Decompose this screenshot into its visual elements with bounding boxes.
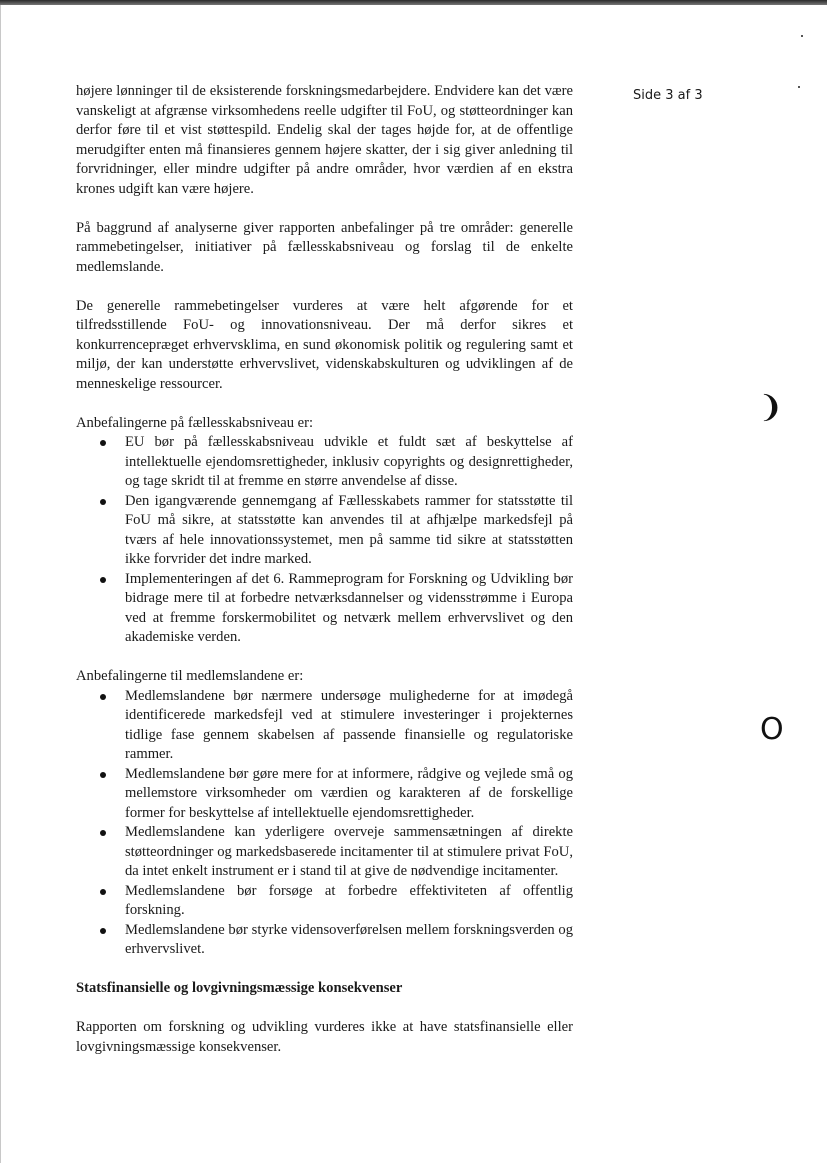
bullet-icon	[100, 889, 106, 895]
list-item: Medlemslandene bør nærmere undersøge mulighederne for at imødegå identificerede markedsfejl ved at stimulere investeringer i projekternes tidlige fase gennem skabelsen af passende finansielle og regulatoriske rammer.	[76, 687, 573, 765]
list-item: Medlemslandene kan yderligere overveje sammensætningen af direkte støtteordninger og markedsbaserede incitamenter til at stimulere privat FoU, da intet enkelt instrument er i stand til at give de nødvendige incitamenter.	[76, 823, 573, 882]
list-item: Medlemslandene bør gøre mere for at informere, rådgive og vejlede små og mellemstore virksomheder om værdien og karakteren af de forskellige former for beskyttelse af intellektuelle ejendomsrettigheder.	[76, 765, 573, 824]
list-item: Medlemslandene bør forsøge at forbedre effektiviteten af offentlig forskning.	[76, 882, 573, 921]
bullet-icon	[100, 440, 106, 446]
bullet-icon	[100, 928, 106, 934]
scan-top-border	[0, 0, 827, 5]
member-recommendations-intro: Anbefalingerne til medlemslandene er:	[76, 668, 304, 684]
scan-speck	[798, 86, 800, 88]
list-item: Implementeringen af det 6. Rammeprogram for Forskning og Udvikling bør bidrage mere til at forbedre netværksdannelser og vidensstrømme i Europa ved at fremme forskermobilitet og netværk mellem erhvervslivet og den akademiske verden.	[76, 570, 573, 648]
community-recommendations-intro: Anbefalingerne på fællesskabsniveau er:	[76, 414, 314, 431]
page-number: Side 3 af 3	[633, 88, 703, 103]
document-body	[76, 82, 573, 1077]
section-heading-consequences: Statsfinansielle og lovgivningsmæssige konsekvenser	[76, 980, 403, 996]
paragraph-framework-conditions: De generelle rammebetingelser vurderes at være helt afgørende for et tilfredsstillende FoU- og innovationsniveau. Der må derfor sikres et konkurrencepræget erhvervsklima, en sund økonomisk politik og regulering samt et miljø, der kan understøtte erhvervslivet, videnskabskulturen og udviklingen af de menneskelige ressourcer.	[76, 297, 573, 392]
paragraph-support-costs: højere lønninger til de eksisterende forskningsmedarbejdere. Endvidere kan det være vanskeligt at afgrænse virksomhedens reelle udgifter til FoU, og støtteordninger kan derfor føre til et vist støttespild. Endelig skal der tages højde for, at de offentlige merudgifter enten må finansieres gennem højere skatter, der i sig giver anledning til forvridninger, eller mindre udgifter på andre områder, hvor værdien af en ekstra krones udgift kan være højere.	[76, 83, 573, 197]
paragraph-consequences: Rapporten om forskning og udvikling vurderes ikke at have statsfinansielle eller lovgivningsmæssige konsekvenser.	[76, 1019, 573, 1055]
binder-hole-mark-bottom: O	[760, 712, 784, 747]
paragraph-recommendation-areas: På baggrund af analyserne giver rapporten anbefalinger på tre områder: generelle rammebetingelser, initiativer på fællesskabsniveau og forslag til de enkelte medlemslande.	[76, 219, 573, 275]
binder-hole-mark-top: ❩	[758, 390, 784, 425]
list-item: Medlemslandene bør styrke vidensoverførelsen mellem forskningsverden og erhvervslivet.	[76, 921, 573, 960]
list-item: Den igangværende gennemgang af Fællesskabets rammer for statsstøtte til FoU må sikre, at statsstøtte kan anvendes til at afhjælpe markedsfejl på tværs af hele innovationssystemet, men på samme tid sikre at statsstøtten ikke forvrider det indre marked.	[76, 492, 573, 570]
bullet-icon	[100, 772, 106, 778]
bullet-icon	[100, 830, 106, 836]
scan-speck	[801, 35, 803, 37]
member-recommendations-list	[76, 687, 573, 960]
scan-left-edge	[0, 5, 1, 1163]
bullet-icon	[100, 694, 106, 700]
list-item: EU bør på fællesskabsniveau udvikle et fuldt sæt af beskyttelse af intellektuelle ejendomsrettigheder, inklusiv copyrights og designrettigheder, og tage skridt til at fremme en større anvendelse af disse.	[76, 433, 573, 492]
bullet-icon	[100, 499, 106, 505]
community-recommendations-list	[76, 433, 573, 648]
bullet-icon	[100, 577, 106, 583]
